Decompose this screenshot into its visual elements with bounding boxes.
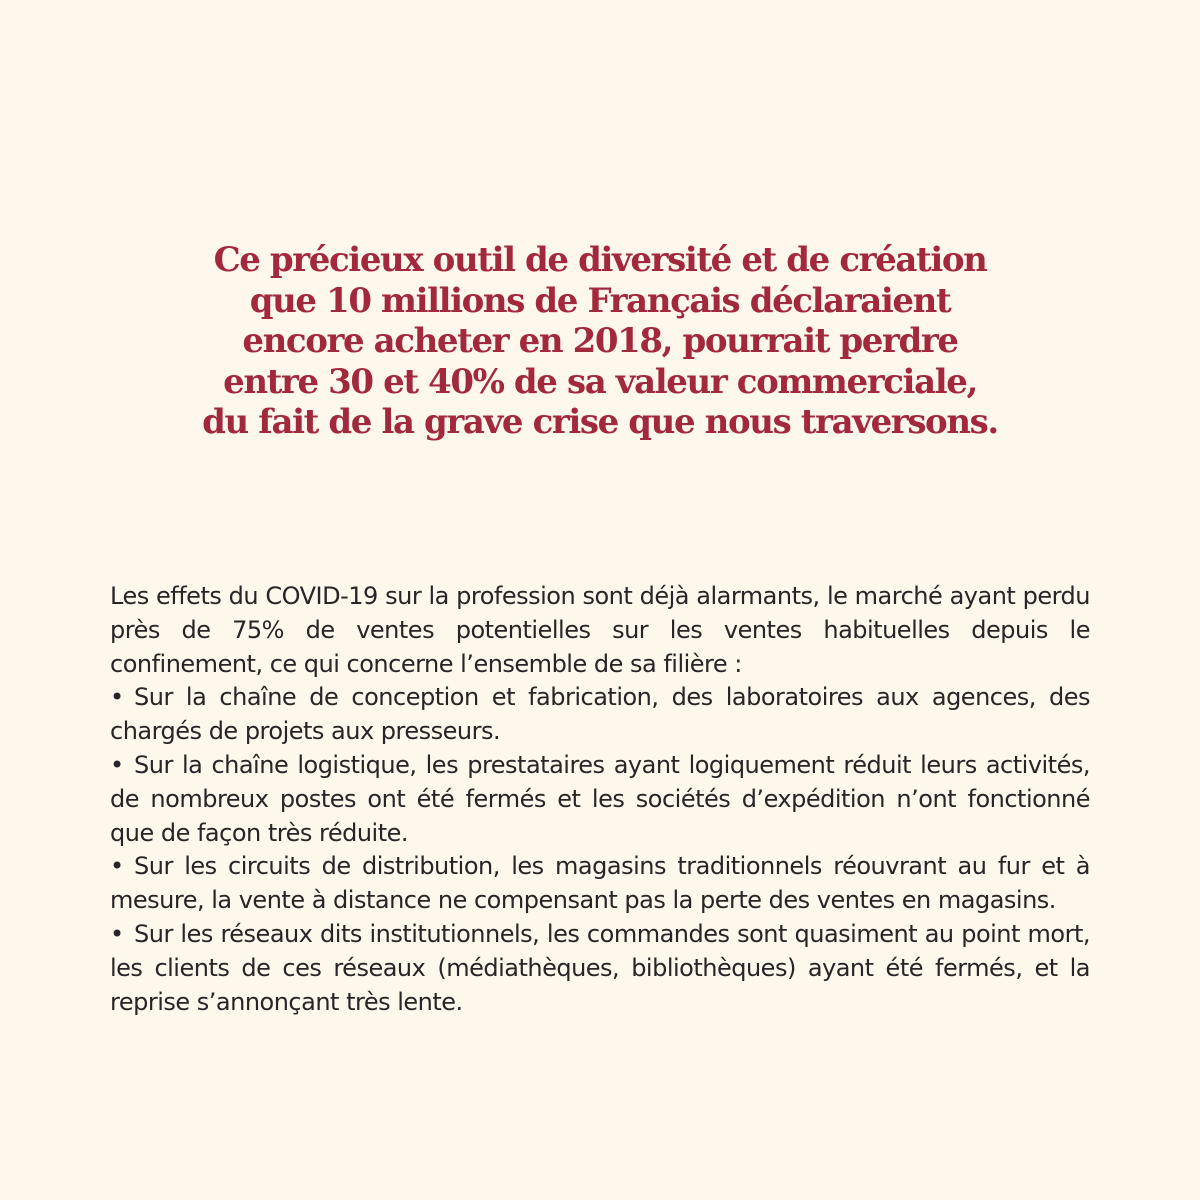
list-item	[110, 749, 1090, 850]
bullet-list	[110, 681, 1090, 1019]
list-item-text: Sur la chaîne logistique, les prestataires ayant logiquement réduit leurs activités, de nombreux postes ont été fermés et les sociétés d’expédition n’ont fonctionné que de façon très réduite.	[110, 750, 1090, 847]
bullet-icon: •	[110, 750, 124, 779]
headline-quote	[100, 240, 1100, 443]
list-item-text: Sur les circuits de distribution, les magasins traditionnels réouvrant au fur et à mesure, la vente à distance ne compensant pas la perte des ventes en magasins.	[110, 852, 1090, 915]
headline-line: du fait de la grave crise que nous traversons.	[202, 402, 998, 442]
list-item	[110, 918, 1090, 1019]
body-text	[110, 580, 1090, 1019]
list-item-text: Sur la chaîne de conception et fabrication, des laboratoires aux agences, des chargés de projets aux presseurs.	[110, 683, 1090, 746]
list-item	[110, 850, 1090, 918]
headline-line: entre 30 et 40% de sa valeur commerciale,	[223, 361, 977, 402]
intro-paragraph: Les effets du COVID-19 sur la profession sont déjà alarmants, le marché ayant perdu près de 75% de ventes potentielles sur les ventes habituelles depuis le confinement, ce qui concerne l’ensemble de sa filière :	[110, 582, 1090, 678]
bullet-icon: •	[110, 852, 124, 881]
bullet-icon: •	[110, 683, 124, 712]
headline-line: Ce précieux outil de diversité et de création	[213, 240, 987, 280]
headline-line: encore acheter en 2018, pourrait perdre	[242, 321, 958, 361]
headline-line: que 10 millions de Français déclaraient	[249, 280, 951, 321]
list-item	[110, 681, 1090, 749]
list-item-text: Sur les réseaux dits institutionnels, les commandes sont quasiment au point mort, les clients de ces réseaux (médiathèques, bibliothèques) ayant été fermés, et la reprise s’annonçant très lente.	[110, 919, 1090, 1016]
bullet-icon: •	[110, 919, 124, 948]
